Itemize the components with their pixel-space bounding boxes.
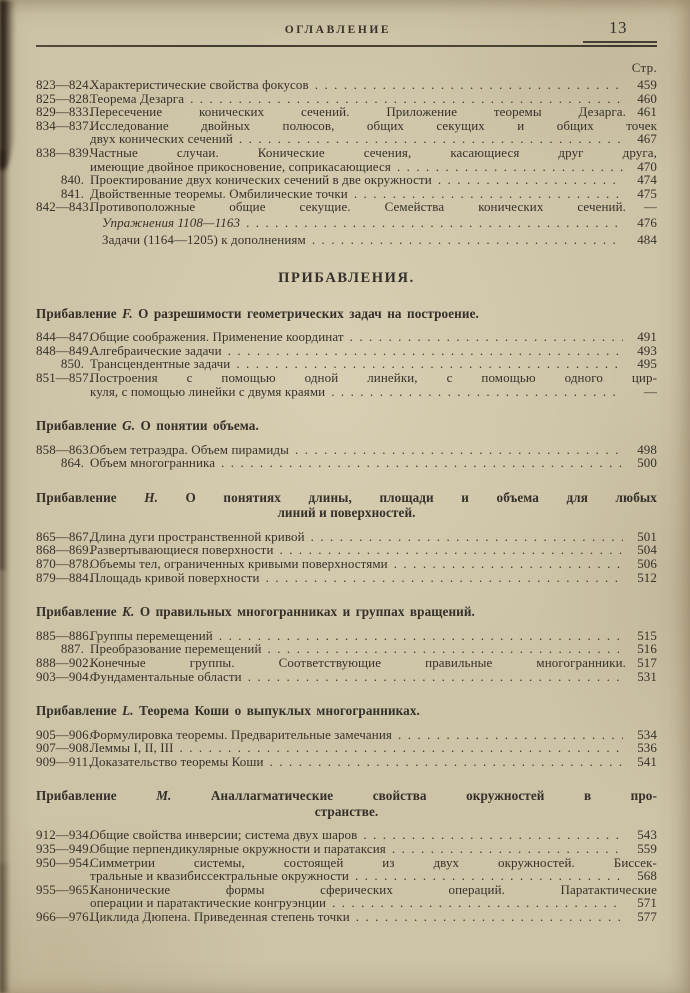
toc-entry-line xyxy=(36,344,657,358)
entry-page-number: 512 xyxy=(637,569,657,585)
appendix-heading-line1 xyxy=(36,604,657,620)
entry-number: 865—867. xyxy=(36,528,93,544)
entry-page-number: 500 xyxy=(637,455,657,471)
page-number: 13 xyxy=(609,18,627,37)
appendix-label: Прибавление xyxy=(36,489,145,505)
dot-leader xyxy=(363,828,623,842)
appendix-letter: H. xyxy=(144,489,159,505)
toc-entry-group xyxy=(36,443,657,470)
appendix-label: Прибавление xyxy=(36,418,123,434)
entry-number: 907—908. xyxy=(36,740,93,756)
entry-title: куля, с помощью линейки с двумя краями xyxy=(90,383,326,399)
appendix-title: Аналлагматические свойства окружностей в про- xyxy=(171,788,657,804)
entry-number: 864. xyxy=(60,455,84,471)
toc-entry-line xyxy=(36,132,657,146)
entry-title: Площадь кривой поверхности xyxy=(90,569,260,585)
entry-number: 841. xyxy=(60,185,84,201)
entry-page-number: 536 xyxy=(637,740,657,756)
toc-entry-line xyxy=(36,571,657,585)
entry-title: Циклида Дюпена. Приведенная степень точки xyxy=(90,908,350,924)
toc-entry-line xyxy=(36,216,657,230)
entry-title: Пересечение конических сечений. Приложение теоремы Дезарга. xyxy=(90,104,626,120)
entry-page-number: 461 xyxy=(637,104,657,120)
entry-number: 903—904. xyxy=(36,668,93,684)
entry-title: Общие свойства инверсии; система двух шаров xyxy=(90,827,358,843)
appendix-title: О правильных многогранниках и группах вращений. xyxy=(134,604,475,620)
entry-number: 868—869. xyxy=(36,542,93,558)
entry-page-number: 498 xyxy=(637,441,657,457)
appendix-label: Прибавление xyxy=(36,305,123,321)
entry-title: тральные и квазибиссектральные окружности xyxy=(90,868,349,884)
toc-entry-line xyxy=(36,456,657,470)
appendix-letter: M. xyxy=(156,788,172,804)
entry-page-number: 515 xyxy=(637,627,657,643)
toc-entry-line xyxy=(36,728,657,742)
entry-page-number: 493 xyxy=(637,342,657,358)
appendix-heading-line1 xyxy=(36,490,657,506)
toc-entry-line xyxy=(36,78,657,92)
entry-page-number: — xyxy=(643,383,657,399)
appendix-label: Прибавление xyxy=(36,604,123,620)
dot-leader xyxy=(266,571,623,585)
appendix-title: О разрешимости геометрических задач на построение. xyxy=(132,305,479,321)
dot-leader xyxy=(219,629,623,643)
dot-leader xyxy=(394,557,623,571)
entry-title: Алгебраические задачи xyxy=(90,342,222,358)
toc-entry-line xyxy=(36,330,657,344)
entry-page-number: 534 xyxy=(637,726,657,742)
appendix-heading xyxy=(36,306,657,322)
entry-page-number: 517 xyxy=(637,654,657,670)
entry-number: 848—849. xyxy=(36,342,93,358)
entry-page-number: 577 xyxy=(637,908,657,924)
entry-page-number: 476 xyxy=(637,215,657,231)
toc-entry-line xyxy=(36,642,657,656)
entry-title: Симметрии системы, состоящей из двух окружностей. Биссек- xyxy=(90,854,657,870)
toc-entry-group xyxy=(36,530,657,584)
entry-title: имеющие двойное прикосновение, соприкасающиеся xyxy=(90,158,391,174)
appendix-letter: G. xyxy=(122,418,136,434)
entry-title: операции и паратактические конгруэнции xyxy=(90,895,327,911)
entry-number: 950—954. xyxy=(36,854,93,870)
entry-number: 885—886. xyxy=(36,627,93,643)
entry-page-number: 475 xyxy=(637,185,657,201)
entry-page-number: 495 xyxy=(637,356,657,372)
entry-title: Частные случаи. Конические сечения, касающиеся друг друга, xyxy=(90,144,657,160)
dot-leader xyxy=(311,530,623,544)
toc-entry-group xyxy=(36,78,657,246)
entry-title: Доказательство теоремы Коши xyxy=(90,753,264,769)
entry-title: Построения с помощью одной линейки, с помощью одного цир- xyxy=(90,370,657,385)
toc-entry-line xyxy=(36,828,657,842)
entry-page-number: 491 xyxy=(637,329,657,345)
dot-leader xyxy=(354,187,623,201)
entry-number: 858—863. xyxy=(36,441,93,457)
entry-number: 955—965. xyxy=(36,881,93,897)
appendix-heading xyxy=(36,604,657,620)
entry-number: 966—976. xyxy=(36,908,93,924)
appendix-heading-line1 xyxy=(36,788,657,804)
toc-entry-line xyxy=(36,869,657,883)
entry-number: 823—824. xyxy=(36,77,93,92)
dot-leader xyxy=(356,910,623,924)
toc-entry-line xyxy=(36,233,657,247)
entry-page-number: 470 xyxy=(637,158,657,174)
entry-page-number: 467 xyxy=(637,131,657,147)
entry-title: Объем тетраэдра. Объем пирамиды xyxy=(90,441,289,457)
toc-entry-line xyxy=(36,755,657,769)
dot-leader xyxy=(331,385,623,399)
entry-title: Канонические формы сферических операций. Паратактические xyxy=(90,881,657,897)
entry-page-number: 568 xyxy=(637,868,657,884)
entry-title: Противоположные общие секущие. Семейства конических сечений. xyxy=(90,199,626,215)
appendix-heading-line1 xyxy=(36,418,657,434)
entry-title: Формулировка теоремы. Предварительные замечания xyxy=(90,726,392,742)
toc-entry-group xyxy=(36,828,657,923)
page-column-label: Стр. xyxy=(631,60,657,75)
appendix-title: О понятии объема. xyxy=(135,418,259,434)
entry-title: Задачи (1164—1205) к дополнениям xyxy=(102,231,306,247)
entry-title: Объемы тел, ограниченных кривыми поверхностями xyxy=(90,556,388,572)
appendix-heading-line2: линий и поверхностей. xyxy=(277,505,416,521)
entry-number: 888—902. xyxy=(36,654,93,670)
entry-number: 870—878. xyxy=(36,556,93,572)
toc-entry-line xyxy=(36,160,657,174)
entry-page-number: 543 xyxy=(637,827,657,843)
toc-entry-line xyxy=(36,670,657,684)
toc-entry-line xyxy=(36,187,657,201)
dot-leader xyxy=(246,216,623,230)
part-heading: ПРИБАВЛЕНИЯ. xyxy=(278,270,415,287)
toc-entry-line xyxy=(36,443,657,457)
toc-entry-line xyxy=(36,543,657,557)
dot-leader xyxy=(332,896,623,910)
entry-page-number: 460 xyxy=(637,90,657,106)
entry-title: Фундаментальные области xyxy=(90,668,242,684)
appendix-title: Теорема Коши о выпуклых многогранниках. xyxy=(133,703,420,719)
entry-number: 842—843. xyxy=(36,199,93,215)
toc-entry-line xyxy=(36,105,657,119)
dot-leader xyxy=(355,869,623,883)
entry-title: двух конических сечений xyxy=(90,131,233,147)
appendix-heading-line1 xyxy=(36,703,657,719)
toc-entry-line xyxy=(36,557,657,571)
entry-page-number: 571 xyxy=(637,895,657,911)
entry-page-number: 459 xyxy=(637,77,657,92)
entry-number: 850. xyxy=(60,356,84,372)
entry-page-number: 559 xyxy=(637,841,657,856)
entry-title: Группы перемещений xyxy=(90,627,213,643)
entry-title: Леммы I, II, III xyxy=(90,740,174,756)
toc-entry-line xyxy=(36,842,657,856)
dot-leader xyxy=(228,344,623,358)
entry-number: 935—949. xyxy=(36,841,93,856)
entry-title: Исследование двойных полюсов, общих секущих и общих точек xyxy=(90,117,657,133)
toc-entry-group xyxy=(36,629,657,683)
dot-leader xyxy=(438,173,623,187)
entry-page-number: 504 xyxy=(637,542,657,558)
toc-entry-line xyxy=(36,146,657,160)
toc-entry-group xyxy=(36,330,657,398)
running-header xyxy=(36,18,657,42)
appendix-heading-line2: странстве. xyxy=(314,803,379,819)
entry-title: Общие перпендикулярные окружности и паратаксия xyxy=(90,841,386,856)
entry-number: 840. xyxy=(60,172,84,188)
entry-number: 851—857. xyxy=(36,370,93,385)
appendix-title: О понятиях длины, площади и объема для любых xyxy=(158,489,658,505)
entry-title: Общие соображения. Применение координат xyxy=(90,329,344,345)
dot-leader xyxy=(239,132,623,146)
entry-number: 825—828. xyxy=(36,90,93,106)
entry-title: Объем многогранника xyxy=(90,455,216,471)
entry-title: Развертывающиеся поверхности xyxy=(90,542,274,558)
entry-title: Преобразование перемещений xyxy=(90,641,262,657)
dot-leader xyxy=(350,330,623,344)
dot-leader xyxy=(398,728,623,742)
dot-leader xyxy=(221,456,623,470)
entry-title: Теорема Дезарга xyxy=(90,90,185,106)
entry-page-number: 501 xyxy=(637,528,657,544)
entry-number: 909—911. xyxy=(36,753,92,769)
entry-page-number: 474 xyxy=(637,172,657,188)
toc-entry-line xyxy=(36,896,657,910)
appendix-heading xyxy=(36,418,657,434)
toc-entry-line xyxy=(36,200,657,214)
appendix-label: Прибавление xyxy=(36,703,123,719)
entry-page-number: 484 xyxy=(637,231,657,247)
dot-leader xyxy=(392,842,623,856)
dot-leader xyxy=(190,92,623,106)
entry-page-number: — xyxy=(643,199,657,215)
dot-leader xyxy=(270,755,623,769)
appendix-letter: K. xyxy=(122,604,135,620)
entry-number: 838—839. xyxy=(36,144,93,160)
dot-leader xyxy=(280,543,624,557)
entry-title: Упражнения 1108—1163 xyxy=(102,215,241,231)
header-rule xyxy=(36,45,657,47)
toc-body xyxy=(36,78,657,924)
entry-number: 879—884. xyxy=(36,569,93,585)
dot-leader xyxy=(236,357,623,371)
entry-page-number: 516 xyxy=(637,641,657,657)
appendix-heading xyxy=(36,788,657,819)
appendix-heading xyxy=(36,703,657,719)
dot-leader xyxy=(315,78,623,92)
entry-number: 887. xyxy=(60,641,84,657)
entry-number: 844—847. xyxy=(36,329,93,345)
entry-page-number: 541 xyxy=(637,753,657,769)
toc-entry-line xyxy=(36,656,657,670)
entry-title: Трансцендентные задачи xyxy=(90,356,231,372)
toc-entry-line xyxy=(36,371,657,385)
appendix-letter: L. xyxy=(122,703,134,719)
toc-entry-line xyxy=(36,119,657,133)
entry-title: Двойственные теоремы. Омбилические точки xyxy=(90,185,348,201)
toc-entry-line xyxy=(36,741,657,755)
dot-leader xyxy=(397,160,623,174)
appendix-label: Прибавление xyxy=(36,788,157,804)
dot-leader xyxy=(295,443,623,457)
entry-number: 834—837. xyxy=(36,117,93,133)
entry-title: Характеристические свойства фокусов xyxy=(90,77,309,92)
entry-title: Длина дуги пространственной кривой xyxy=(90,528,305,544)
entry-title: Конечные группы. Соответствующие правильные многогранники. xyxy=(90,654,626,670)
dot-leader xyxy=(180,741,623,755)
dot-leader xyxy=(268,642,623,656)
toc-entry-line xyxy=(36,173,657,187)
entry-number: 829—833. xyxy=(36,104,93,120)
entry-title: Проектирование двух конических сечений в две окружности xyxy=(90,172,432,188)
toc-entry-group xyxy=(36,728,657,769)
appendix-heading-line1 xyxy=(36,306,657,322)
toc-entry-line xyxy=(36,910,657,924)
entry-number: 905—906. xyxy=(36,726,93,742)
appendix-letter: F. xyxy=(122,305,133,321)
toc-entry-line xyxy=(36,92,657,106)
entry-page-number: 506 xyxy=(637,556,657,572)
toc-entry-line xyxy=(36,856,657,870)
toc-entry-line xyxy=(36,357,657,371)
running-header-title: ОГЛАВЛЕНИЕ xyxy=(284,24,392,36)
toc-entry-line xyxy=(36,883,657,897)
toc-entry-line xyxy=(36,629,657,643)
entry-number: 912—934. xyxy=(36,827,93,843)
toc-entry-line xyxy=(36,385,657,399)
toc-entry-line xyxy=(36,530,657,544)
appendix-heading xyxy=(36,490,657,521)
entry-page-number: 531 xyxy=(637,668,657,684)
dot-leader xyxy=(248,670,623,684)
dot-leader xyxy=(312,233,623,247)
